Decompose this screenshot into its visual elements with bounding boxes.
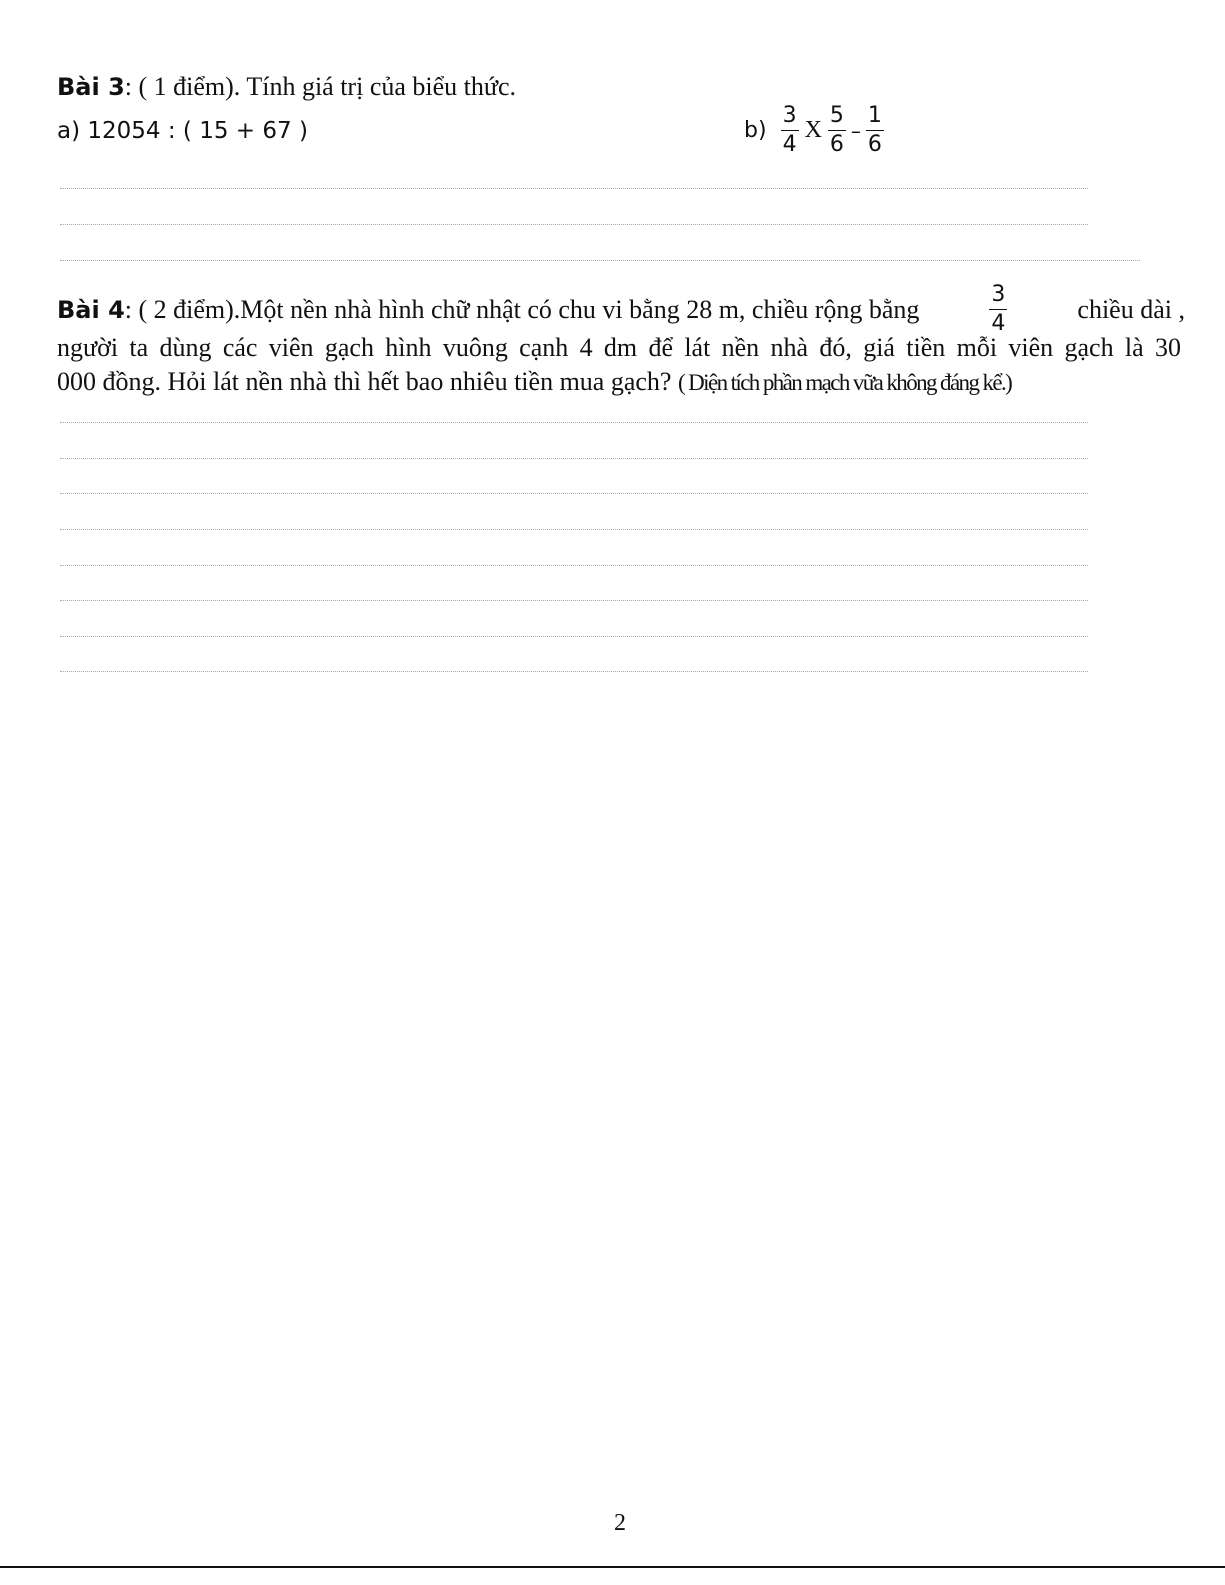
problem4-note: ( Diện tích phần mạch vữa không đáng kể.) — [677, 370, 1012, 395]
answer-line[interactable] — [60, 188, 1088, 189]
answer-line[interactable] — [60, 565, 1088, 566]
page-number: 2 — [614, 1510, 626, 1536]
bottom-rule — [0, 1566, 1225, 1568]
part-b-prefix: b) — [744, 118, 767, 143]
answer-line[interactable] — [60, 600, 1088, 601]
problem4-line3 — [57, 367, 1011, 398]
problem3-label: Bài 3 — [57, 73, 125, 101]
answer-line[interactable] — [60, 529, 1088, 530]
problem3-heading — [57, 72, 516, 102]
problem4-line2: người ta dùng các viên gạch hình vuông cạnh 4 dm để lát nền nhà đó, giá tiền mỗi viên gạch là 30 — [57, 333, 1181, 362]
answer-line[interactable] — [60, 636, 1088, 637]
fraction-1-6: $\frac{1}{6}$ — [867, 103, 882, 157]
fraction-3-4: $\frac{3}{4}$ — [991, 282, 1006, 336]
minus-operator: – — [850, 118, 861, 143]
fraction-3-4: $\frac{3}{4}$ — [782, 103, 797, 157]
problem4-line1 — [57, 283, 1185, 336]
problem3-part-a: a) 12054 : ( 15 + 67 ) — [57, 118, 308, 144]
problem3-heading-text: : ( 1 điểm). Tính giá trị của biểu thức. — [124, 72, 517, 101]
answer-line[interactable] — [60, 671, 1088, 672]
answer-line[interactable] — [60, 458, 1088, 459]
answer-line[interactable] — [60, 422, 1088, 423]
problem4-question: 000 đồng. Hỏi lát nền nhà thì hết bao nhiêu tiền mua gạch? — [57, 367, 678, 396]
fraction-5-6: $\frac{5}{6}$ — [829, 103, 844, 157]
answer-line[interactable] — [60, 224, 1088, 225]
problem3-part-b — [744, 104, 884, 157]
answer-line[interactable] — [60, 493, 1088, 494]
answer-line[interactable] — [60, 260, 1140, 261]
problem4-text-b: chiều dài , — [1077, 294, 1185, 324]
problem4-text-a: : ( 2 điểm).Một nền nhà hình chữ nhật có chu vi bằng 28 m, chiều rộng bằng — [124, 294, 920, 324]
problem4-label: Bài 4 — [57, 295, 125, 324]
times-operator: X — [804, 117, 822, 143]
